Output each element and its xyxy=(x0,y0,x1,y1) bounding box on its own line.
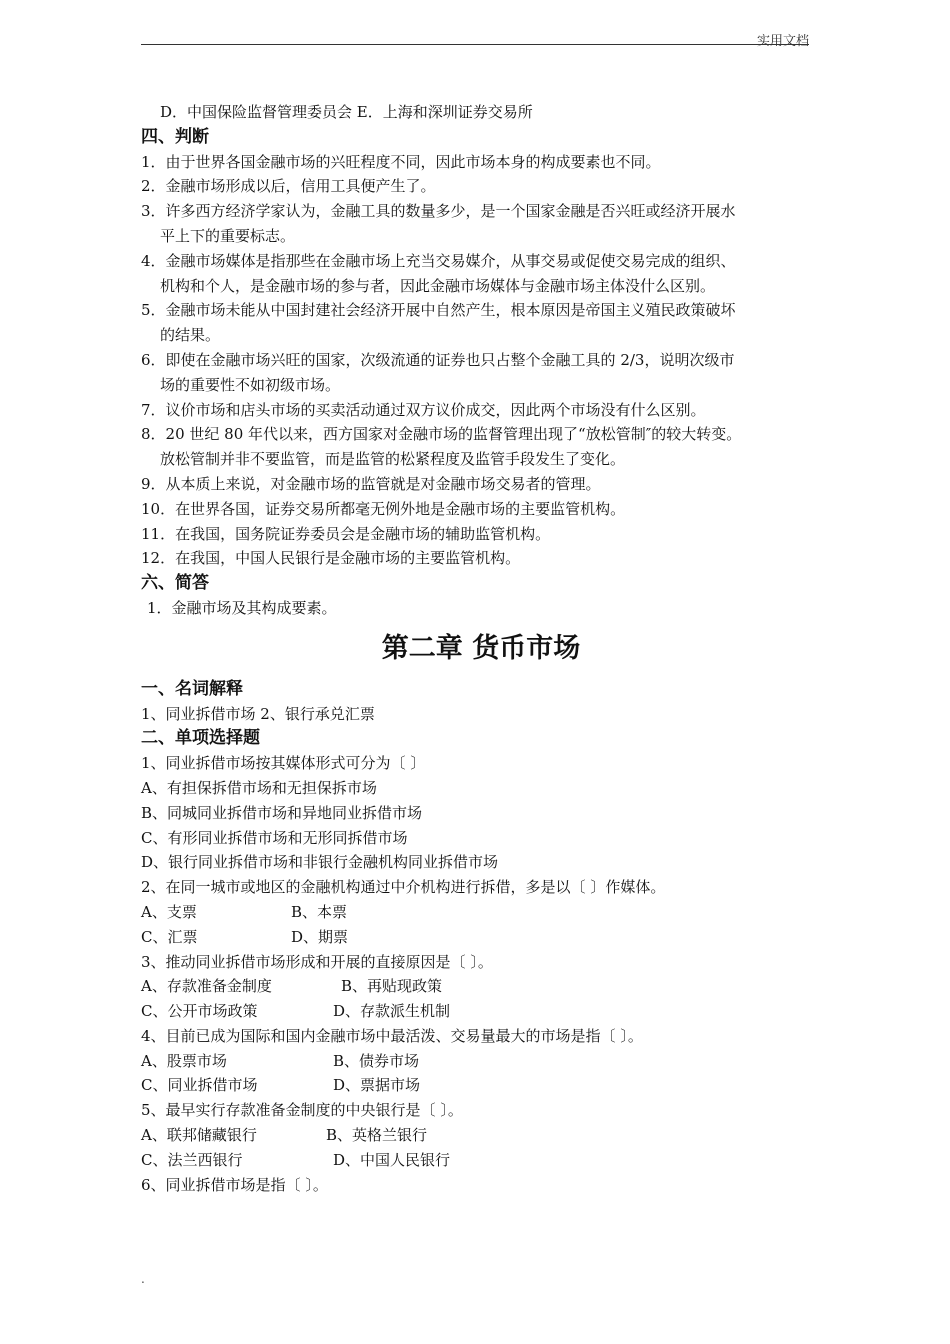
section-heading: 四、判断 xyxy=(141,126,209,147)
option-b: B、债券市场 xyxy=(333,1051,420,1070)
option-a: A、存款准备金制度 xyxy=(141,977,272,996)
judgment-item-continuation: 放松管制并非不要监管，而是监管的松紧程度及监管手段发生了变化。 xyxy=(160,450,626,469)
option-row xyxy=(141,1148,821,1173)
option-d: D、票据市场 xyxy=(333,1076,421,1095)
page-header-label: 实用文档 xyxy=(756,34,809,49)
judgment-item: 1．由于世界各国金融市场的兴旺程度不同，因此市场本身的构成要素也不同。 xyxy=(141,152,661,171)
judgment-item: 9．从本质上来说，对金融市场的监管就是对金融市场交易者的管理。 xyxy=(141,474,601,493)
short-answer-item: 1．金融市场及其构成要素。 xyxy=(147,598,337,617)
judgment-item: 11．在我国，国务院证券委员会是金融市场的辅助监管机构。 xyxy=(141,524,551,543)
question: 6、同业拆借市场是指〔 〕。 xyxy=(141,1175,328,1194)
option-a: A、股票市场 xyxy=(141,1051,227,1070)
question: 2、在同一城市或地区的金融机构通过中介机构进行拆借，多是以〔 〕作媒体。 xyxy=(141,878,666,897)
option-row xyxy=(141,1049,821,1074)
judgment-item-continuation: 场的重要性不如初级市场。 xyxy=(160,375,341,394)
document-body xyxy=(141,100,821,1197)
judgment-item-continuation: 的结果。 xyxy=(160,326,221,345)
option-a: A、联邦储藏银行 xyxy=(141,1126,257,1145)
option-b: B、再贴现政策 xyxy=(341,977,443,996)
option-row xyxy=(141,974,821,999)
question: 3、推动同业拆借市场形成和开展的直接原因是〔 〕。 xyxy=(141,952,493,971)
option-c: C、法兰西银行 xyxy=(141,1150,243,1169)
option-line: D、银行同业拆借市场和非银行金融机构同业拆借市场 xyxy=(141,853,499,872)
question: 1、同业拆借市场按其媒体形式可分为〔 〕 xyxy=(141,754,426,773)
judgment-item: 3．许多西方经济学家认为，金融工具的数量多少，是一个国家金融是否兴旺或经济开展水 xyxy=(141,202,736,221)
judgment-item: 4．金融市场媒体是指那些在金融市场上充当交易媒介，从事交易或促使交易完成的组织、 xyxy=(141,251,736,270)
option-line: C、有形同业拆借市场和无形同拆借市场 xyxy=(141,828,408,847)
header-rule xyxy=(141,44,809,45)
chapter-title: 第二章 货币市场 xyxy=(381,632,581,664)
option-row xyxy=(141,925,821,950)
judgment-item: 10．在世界各国，证券交易所都毫无例外地是金融市场的主要监管机构。 xyxy=(141,499,626,518)
option-row xyxy=(141,1073,821,1098)
judgment-item: 5．金融市场未能从中国封建社会经济开展中自然产生，根本原因是帝国主义殖民政策破坏 xyxy=(141,301,736,320)
option-d: D、存款派生机制 xyxy=(333,1002,451,1021)
judgment-list xyxy=(141,150,821,572)
term-list: 1、同业拆借市场 2、银行承兑汇票 xyxy=(141,704,375,723)
section-heading: 二、单项选择题 xyxy=(141,728,260,749)
option-d: D、期票 xyxy=(291,927,349,946)
option-c: C、汇票 xyxy=(141,927,198,946)
judgment-item: 6．即使在金融市场兴旺的国家，次级流通的证券也只占整个金融工具的 2/3，说明次级市 xyxy=(141,350,735,369)
option-d: D、中国人民银行 xyxy=(333,1150,451,1169)
judgment-item: 8．20 世纪 80 年代以来，西方国家对金融市场的监督管理出现了“放松管制″的较大转变。 xyxy=(141,425,742,444)
question: 5、最早实行存款准备金制度的中央银行是〔 〕。 xyxy=(141,1101,463,1120)
option-a: A、支票 xyxy=(141,902,197,921)
option-row xyxy=(141,1123,821,1148)
option-row xyxy=(141,900,821,925)
judgment-item: 12．在我国，中国人民银行是金融市场的主要监管机构。 xyxy=(141,549,521,568)
option-c: C、同业拆借市场 xyxy=(141,1076,258,1095)
option-line: A、有担保拆借市场和无担保拆市场 xyxy=(141,778,377,797)
section-heading: 一、名词解释 xyxy=(141,678,243,699)
option-line: D．中国保险监督管理委员会 E．上海和深圳证券交易所 xyxy=(160,103,533,121)
question: 4、目前已成为国际和国内金融市场中最活泼、交易量最大的市场是指〔 〕。 xyxy=(141,1026,643,1045)
option-line: B、同城同业拆借市场和异地同业拆借市场 xyxy=(141,803,423,822)
footer-mark: . xyxy=(141,1272,145,1286)
option-row xyxy=(141,999,821,1024)
judgment-item-continuation: 平上下的重要标志。 xyxy=(160,226,296,245)
judgment-item: 7．议价市场和店头市场的买卖活动通过双方议价成交，因此两个市场没有什么区别。 xyxy=(141,400,706,419)
section-heading: 六、简答 xyxy=(141,573,209,594)
option-b: B、本票 xyxy=(291,902,348,921)
judgment-item-continuation: 机构和个人，是金融市场的参与者，因此金融市场媒体与金融市场主体没什么区别。 xyxy=(160,276,716,295)
option-b: B、英格兰银行 xyxy=(326,1126,428,1145)
option-c: C、公开市场政策 xyxy=(141,1002,258,1021)
judgment-item: 2．金融市场形成以后，信用工具便产生了。 xyxy=(141,177,436,196)
